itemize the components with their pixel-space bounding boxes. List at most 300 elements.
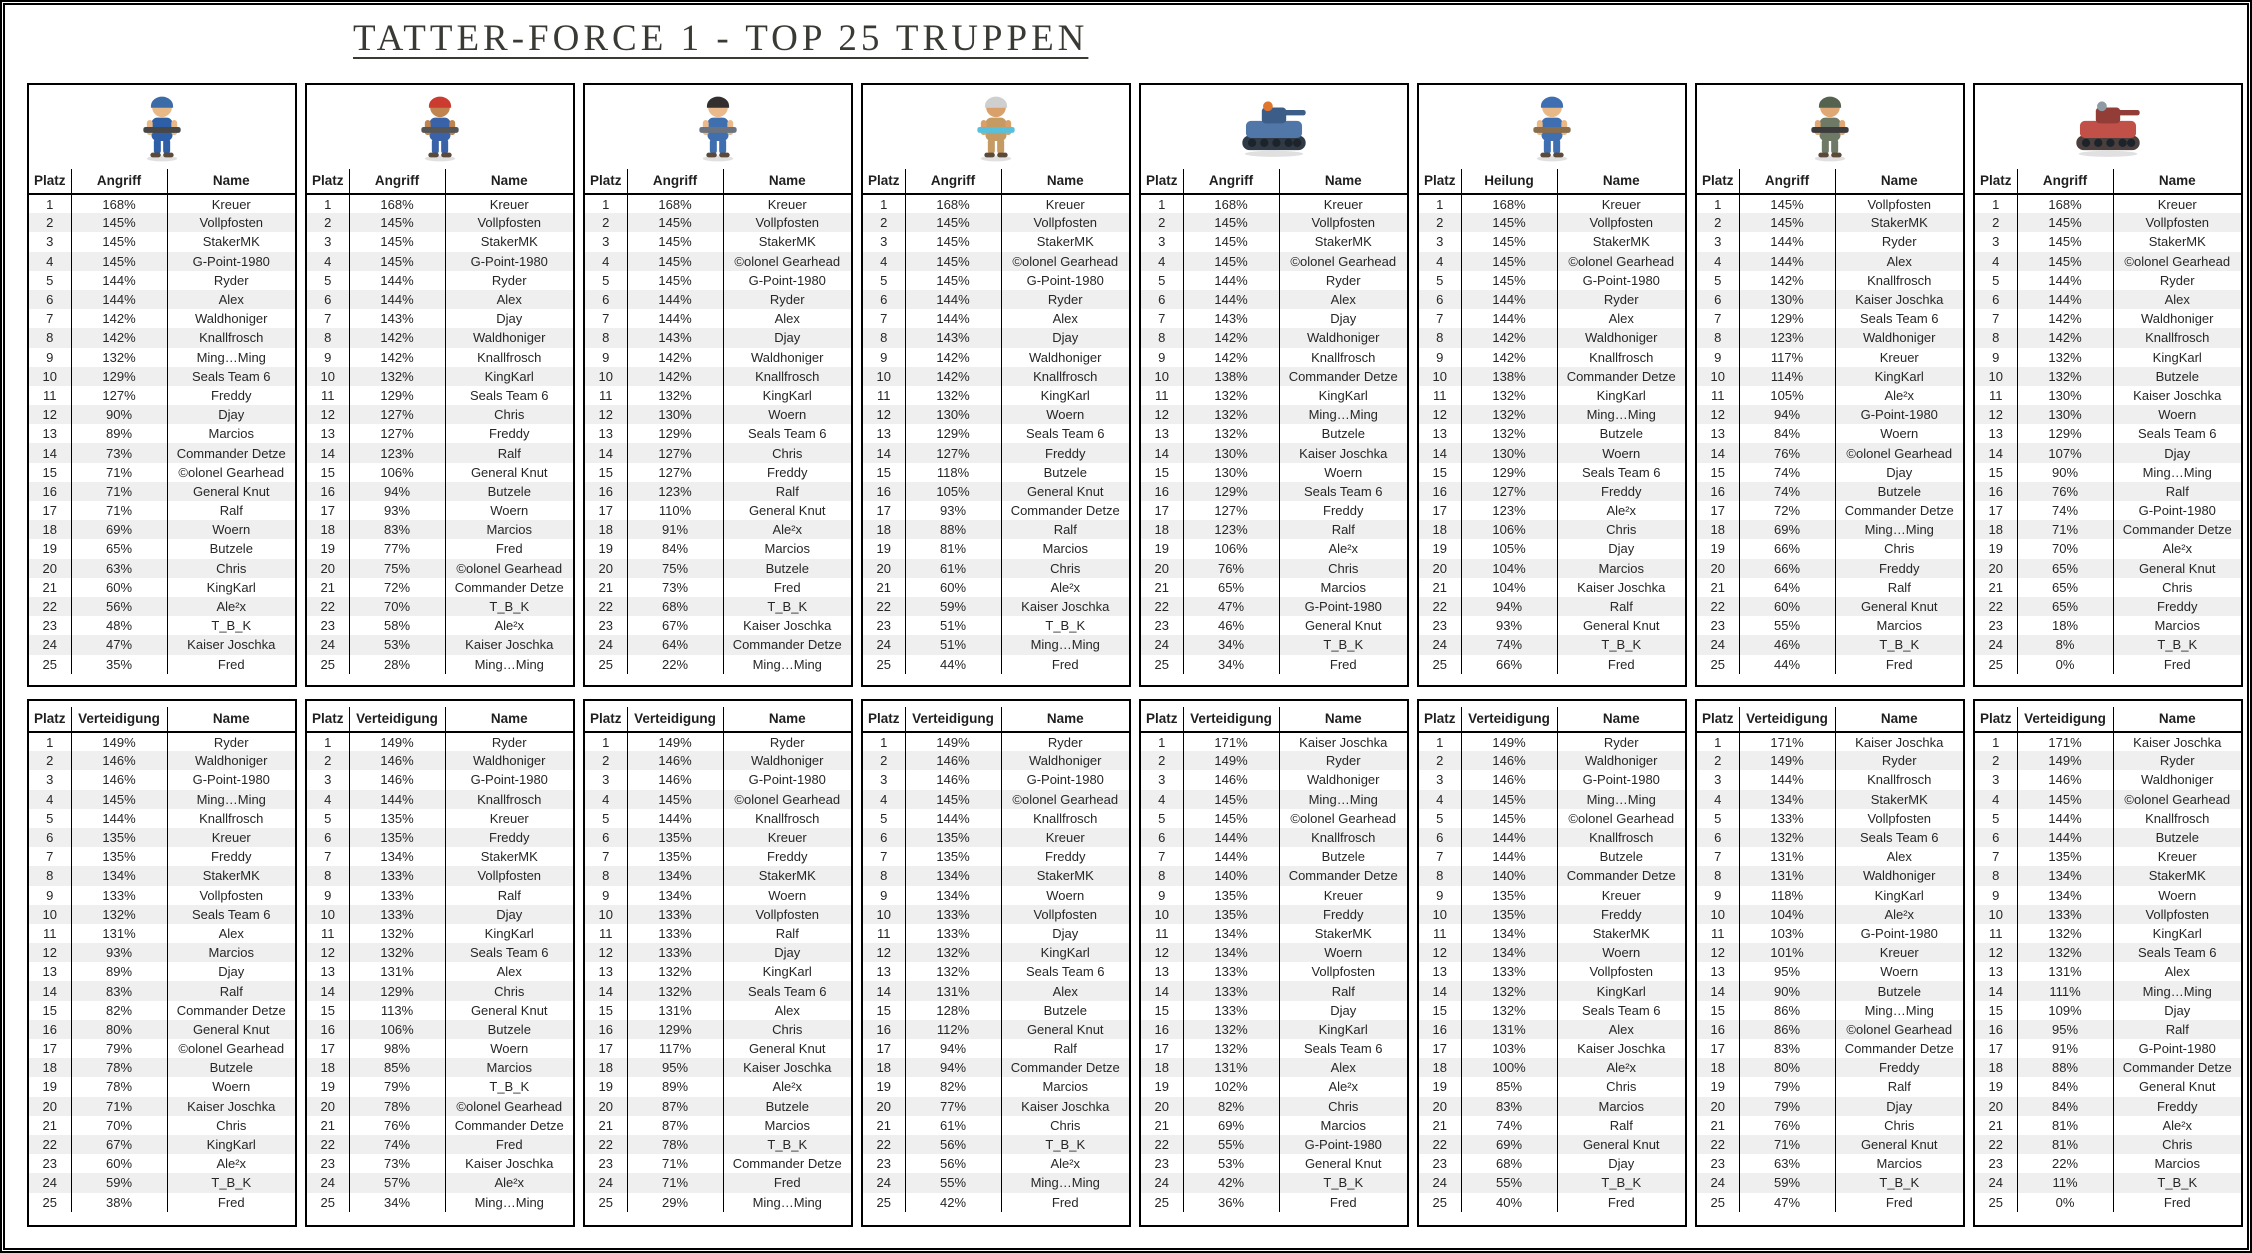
name-cell: Marcios: [208, 426, 254, 442]
value-cell: 123%: [1461, 501, 1557, 520]
value-cell: 47%: [1739, 1193, 1835, 1212]
name-cell: G-Point-1980: [1279, 1135, 1407, 1154]
rank-cell: 2: [307, 213, 349, 232]
table-row: [1975, 501, 2241, 520]
rank-cell: 7: [585, 847, 627, 866]
value-cell: 35%: [71, 655, 167, 674]
table-row: [1141, 252, 1407, 271]
person-figure: [690, 92, 746, 162]
name-cell: General Knut: [748, 503, 826, 519]
value-cell: 55%: [1739, 616, 1835, 635]
table-row: [307, 616, 573, 635]
value-cell: 103%: [1739, 924, 1835, 943]
value-cell: 65%: [2017, 559, 2113, 578]
name-cell: Freddy: [767, 464, 808, 480]
rank-cell: 2: [1141, 751, 1183, 770]
value-cell: 105%: [905, 482, 1001, 501]
name-cell: Vollpfosten: [1557, 213, 1685, 232]
value-cell: 106%: [1461, 520, 1557, 539]
value-cell: 91%: [2017, 1039, 2113, 1058]
rank-cell: 3: [1697, 232, 1739, 251]
defense-panel: [305, 699, 575, 1227]
name-cell: G-Point-1980: [1026, 272, 1104, 288]
table-row: [1419, 290, 1685, 309]
name-cell: Kaiser Joschka: [167, 635, 295, 654]
value-cell: 73%: [71, 443, 167, 462]
name-cell: StakerMK: [1036, 234, 1094, 250]
rank-cell: 25: [29, 1193, 71, 1212]
rank-cell: 4: [1697, 790, 1739, 809]
rank-cell: 4: [1419, 252, 1461, 271]
table-row: [307, 309, 573, 328]
value-cell: 76%: [349, 1116, 445, 1135]
name-cell: StakerMK: [2113, 866, 2241, 885]
name-cell: StakerMK: [1314, 234, 1372, 250]
rank-cell: 9: [1141, 886, 1183, 905]
value-cell: 70%: [2017, 539, 2113, 558]
value-cell: 94%: [905, 1039, 1001, 1058]
name-cell: Alex: [1279, 1058, 1407, 1077]
value-cell: 18%: [2017, 616, 2113, 635]
name-cell: T_B_K: [445, 597, 573, 616]
value-cell: 22%: [2017, 1154, 2113, 1173]
stat-header: Angriff: [71, 169, 167, 194]
value-cell: 107%: [2017, 443, 2113, 462]
table-row: [1697, 290, 1963, 309]
table-row: [1697, 213, 1963, 232]
value-cell: 133%: [1183, 962, 1279, 981]
value-cell: 47%: [1183, 597, 1279, 616]
name-cell: G-Point-1980: [748, 272, 826, 288]
value-cell: 93%: [71, 943, 167, 962]
table-row: [307, 1193, 573, 1212]
rank-cell: 4: [1975, 252, 2017, 271]
value-cell: 129%: [349, 981, 445, 1000]
name-cell: Seals Team 6: [747, 426, 827, 442]
name-cell: Waldhoniger: [1557, 328, 1685, 347]
value-cell: 59%: [1739, 1173, 1835, 1192]
rank-cell: 5: [1419, 809, 1461, 828]
table-row: [307, 578, 573, 597]
name-cell: Woern: [1880, 426, 1919, 442]
table-row: [29, 732, 295, 751]
name-cell: Ming…Ming: [167, 790, 295, 809]
table-row: [307, 847, 573, 866]
value-cell: 168%: [905, 194, 1001, 213]
value-cell: 171%: [1183, 732, 1279, 751]
value-cell: 67%: [71, 1135, 167, 1154]
table-row: [1697, 386, 1963, 405]
rank-cell: 22: [1975, 597, 2017, 616]
table-row: [585, 962, 851, 981]
rank-cell: 22: [29, 1135, 71, 1154]
rank-cell: 12: [1419, 943, 1461, 962]
rank-cell: 11: [1141, 386, 1183, 405]
value-cell: 143%: [349, 309, 445, 328]
name-cell: Ryder: [2113, 751, 2241, 770]
value-cell: 132%: [1461, 981, 1557, 1000]
table-row: [1141, 886, 1407, 905]
medic-icon: [1419, 85, 1685, 169]
rank-cell: 20: [1697, 1097, 1739, 1116]
table-row: [585, 943, 851, 962]
value-cell: 131%: [1461, 1020, 1557, 1039]
name-cell: Knallfrosch: [445, 790, 573, 809]
value-cell: 146%: [349, 751, 445, 770]
rank-cell: 20: [863, 1097, 905, 1116]
rank-cell: 15: [863, 1001, 905, 1020]
table-row: [1141, 847, 1407, 866]
rank-cell: 21: [1419, 578, 1461, 597]
table-row: [1141, 424, 1407, 443]
rank-cell: 1: [1697, 732, 1739, 751]
value-cell: 135%: [1183, 886, 1279, 905]
value-cell: 146%: [905, 770, 1001, 789]
table-row: [1975, 943, 2241, 962]
rank-cell: 14: [585, 443, 627, 462]
rank-cell: 6: [1975, 290, 2017, 309]
value-cell: 67%: [627, 616, 723, 635]
table-row: [1419, 424, 1685, 443]
table-header-row: [1975, 169, 2241, 194]
defense-ranking-table: [1419, 707, 1685, 1212]
name-cell: Ryder: [1557, 290, 1685, 309]
table-row: [1697, 770, 1963, 789]
name-cell: Commander Detze: [167, 443, 295, 462]
table-row: [1975, 559, 2241, 578]
table-row: [585, 597, 851, 616]
name-cell: Freddy: [445, 828, 573, 847]
zooka-icon: [585, 85, 851, 169]
value-cell: 44%: [1739, 655, 1835, 674]
table-row: [307, 886, 573, 905]
table-row: [585, 1077, 851, 1096]
troop-column: [1139, 83, 1409, 1227]
rank-cell: 6: [1697, 828, 1739, 847]
name-cell: Woern: [1046, 887, 1085, 903]
table-row: [863, 597, 1129, 616]
rank-cell: 4: [585, 790, 627, 809]
table-row: [863, 751, 1129, 770]
table-row: [863, 1001, 1129, 1020]
rank-cell: 4: [29, 790, 71, 809]
rank-cell: 23: [1975, 1154, 2017, 1173]
value-cell: 86%: [1739, 1020, 1835, 1039]
name-header: Name: [1279, 707, 1407, 732]
name-cell: Woern: [1279, 943, 1407, 962]
name-cell: Kaiser Joschka: [1279, 443, 1407, 462]
value-cell: 55%: [1461, 1173, 1557, 1192]
table-row: [29, 271, 295, 290]
name-cell: Ale²x: [167, 597, 295, 616]
table-row: [29, 655, 295, 674]
value-cell: 123%: [349, 443, 445, 462]
rifleman-icon: [29, 85, 295, 169]
table-row: [585, 463, 851, 482]
value-cell: 76%: [1739, 443, 1835, 462]
rank-cell: 9: [307, 348, 349, 367]
name-cell: Seals Team 6: [1279, 482, 1407, 501]
name-cell: StakerMK: [1314, 925, 1372, 941]
name-cell: Waldhoniger: [2140, 772, 2214, 788]
rank-cell: 18: [585, 520, 627, 539]
value-cell: 0%: [2017, 1193, 2113, 1212]
name-cell: General Knut: [1304, 618, 1382, 634]
stat-header: Verteidigung: [1183, 707, 1279, 732]
rank-cell: 14: [307, 981, 349, 1000]
value-cell: 133%: [905, 905, 1001, 924]
value-cell: 134%: [627, 866, 723, 885]
value-cell: 134%: [1183, 943, 1279, 962]
name-cell: Kaiser Joschka: [2133, 387, 2222, 403]
name-cell: Fred: [723, 1173, 851, 1192]
value-cell: 146%: [627, 770, 723, 789]
value-cell: 133%: [1461, 962, 1557, 981]
table-row: [1141, 539, 1407, 558]
table-row: [29, 463, 295, 482]
rank-cell: 11: [1419, 386, 1461, 405]
name-cell: ©olonel Gearhead: [723, 252, 851, 271]
name-cell: Knallfrosch: [1867, 772, 1932, 788]
rank-cell: 5: [1697, 271, 1739, 290]
name-cell: Butzele: [723, 559, 851, 578]
rank-cell: 1: [863, 732, 905, 751]
table-row: [585, 348, 851, 367]
rank-cell: 22: [1975, 1135, 2017, 1154]
name-cell: Djay: [1052, 925, 1079, 941]
table-row: [307, 924, 573, 943]
table-row: [1975, 1173, 2241, 1192]
value-cell: 94%: [1739, 405, 1835, 424]
name-cell: Waldhoniger: [1001, 751, 1129, 770]
value-cell: 133%: [627, 943, 723, 962]
rank-cell: 18: [863, 520, 905, 539]
rank-cell: 21: [585, 578, 627, 597]
troop-column: [27, 83, 297, 1227]
rank-cell: 17: [1419, 1039, 1461, 1058]
name-cell: Marcios: [1320, 579, 1366, 595]
table-row: [29, 213, 295, 232]
name-cell: Freddy: [2113, 1097, 2241, 1116]
table-row: [1975, 828, 2241, 847]
rank-cell: 24: [307, 1173, 349, 1192]
rank-cell: 3: [1975, 232, 2017, 251]
name-cell: Butzele: [1043, 464, 1087, 480]
rank-cell: 11: [863, 386, 905, 405]
rank-cell: 14: [1697, 981, 1739, 1000]
table-row: [1697, 1039, 1963, 1058]
value-cell: 94%: [905, 1058, 1001, 1077]
table-row: [1975, 309, 2241, 328]
rank-cell: 7: [863, 309, 905, 328]
name-cell: KingKarl: [1557, 981, 1685, 1000]
rank-cell: 1: [29, 732, 71, 751]
value-cell: 69%: [1461, 1135, 1557, 1154]
rank-cell: 25: [585, 1193, 627, 1212]
rank-cell: 13: [1419, 424, 1461, 443]
rank-cell: 23: [307, 616, 349, 635]
value-cell: 90%: [2017, 463, 2113, 482]
name-cell: Djay: [2164, 1002, 2191, 1018]
value-cell: 98%: [349, 1039, 445, 1058]
name-cell: Woern: [1557, 443, 1685, 462]
stat-header: Verteidigung: [1461, 707, 1557, 732]
name-cell: Knallfrosch: [1557, 828, 1685, 847]
name-cell: G-Point-1980: [470, 772, 548, 788]
rank-cell: 19: [1419, 539, 1461, 558]
table-row: [29, 1039, 295, 1058]
value-cell: 58%: [349, 616, 445, 635]
value-cell: 79%: [71, 1039, 167, 1058]
table-row: [1697, 328, 1963, 347]
name-cell: General Knut: [1835, 1135, 1963, 1154]
value-cell: 132%: [627, 386, 723, 405]
rank-cell: 20: [1697, 559, 1739, 578]
table-row: [1141, 1154, 1407, 1173]
table-row: [585, 405, 851, 424]
value-cell: 131%: [1739, 847, 1835, 866]
value-cell: 145%: [349, 213, 445, 232]
rank-header: Platz: [1419, 707, 1461, 732]
name-cell: Vollpfosten: [2113, 905, 2241, 924]
table-row: [307, 482, 573, 501]
name-cell: Marcios: [1320, 1117, 1366, 1133]
rank-cell: 17: [1975, 1039, 2017, 1058]
rank-cell: 12: [1697, 943, 1739, 962]
name-cell: Knallfrosch: [2145, 810, 2210, 826]
value-cell: 142%: [1739, 271, 1835, 290]
warrior-icon: [863, 85, 1129, 169]
value-cell: 145%: [1461, 252, 1557, 271]
table-row: [585, 1097, 851, 1116]
value-cell: 144%: [1183, 290, 1279, 309]
rank-cell: 24: [585, 1173, 627, 1192]
name-cell: Kreuer: [1045, 196, 1085, 212]
name-cell: Freddy: [1835, 559, 1963, 578]
table-row: [29, 828, 295, 847]
rank-cell: 19: [1141, 539, 1183, 558]
name-cell: Commander Detze: [1557, 367, 1685, 386]
table-row: [585, 309, 851, 328]
name-cell: Djay: [723, 943, 851, 962]
value-cell: 145%: [905, 232, 1001, 251]
table-row: [1141, 1039, 1407, 1058]
name-cell: Butzele: [1599, 426, 1643, 442]
table-row: [29, 386, 295, 405]
table-row: [585, 828, 851, 847]
value-cell: 83%: [1461, 1097, 1557, 1116]
name-cell: T_B_K: [2113, 635, 2241, 654]
value-cell: 144%: [2017, 809, 2113, 828]
rank-cell: 10: [863, 905, 905, 924]
table-row: [1141, 770, 1407, 789]
value-cell: 142%: [627, 367, 723, 386]
value-cell: 144%: [627, 290, 723, 309]
table-row: [1419, 1020, 1685, 1039]
value-cell: 133%: [349, 866, 445, 885]
name-cell: G-Point-1980: [1835, 405, 1963, 424]
value-cell: 72%: [349, 578, 445, 597]
rank-header: Platz: [1419, 169, 1461, 194]
name-cell: Ralf: [219, 503, 243, 519]
name-cell: Ming…Ming: [1001, 1173, 1129, 1192]
value-cell: 8%: [2017, 635, 2113, 654]
rank-cell: 19: [863, 1077, 905, 1096]
name-cell: Fred: [773, 579, 801, 595]
rank-cell: 22: [863, 1135, 905, 1154]
table-row: [1697, 943, 1963, 962]
table-row: [307, 905, 573, 924]
table-row: [1419, 559, 1685, 578]
value-cell: 144%: [349, 790, 445, 809]
tank-icon: [1141, 85, 1407, 169]
value-cell: 132%: [1461, 405, 1557, 424]
table-row: [585, 1154, 851, 1173]
value-cell: 131%: [627, 1001, 723, 1020]
name-cell: Seals Team 6: [723, 981, 851, 1000]
value-cell: 60%: [71, 578, 167, 597]
name-cell: Chris: [167, 559, 295, 578]
rank-cell: 11: [1141, 924, 1183, 943]
name-cell: Vollpfosten: [723, 905, 851, 924]
table-row: [863, 194, 1129, 213]
name-cell: Alex: [1835, 252, 1963, 271]
value-cell: 86%: [1739, 1001, 1835, 1020]
value-cell: 132%: [1183, 386, 1279, 405]
table-row: [29, 194, 295, 213]
table-header-row: [863, 707, 1129, 732]
table-row: [1419, 501, 1685, 520]
rank-cell: 25: [863, 655, 905, 674]
rank-cell: 6: [307, 290, 349, 309]
rank-cell: 6: [307, 828, 349, 847]
table-row: [1141, 290, 1407, 309]
name-cell: Fred: [217, 1194, 245, 1210]
value-cell: 63%: [71, 559, 167, 578]
value-cell: 145%: [1461, 790, 1557, 809]
value-cell: 95%: [627, 1058, 723, 1077]
rank-cell: 8: [1419, 866, 1461, 885]
name-cell: KingKarl: [2152, 925, 2202, 941]
name-cell: Ming…Ming: [196, 349, 266, 365]
value-cell: 145%: [1739, 213, 1835, 232]
name-cell: Kreuer: [489, 196, 529, 212]
attack-ranking-table: [1141, 169, 1407, 674]
table-row: [29, 790, 295, 809]
name-cell: Knallfrosch: [199, 810, 264, 826]
name-cell: Kaiser Joschka: [1577, 1041, 1666, 1057]
value-cell: 133%: [349, 886, 445, 905]
table-row: [307, 348, 573, 367]
rank-cell: 20: [1975, 559, 2017, 578]
name-cell: StakerMK: [723, 866, 851, 885]
name-cell: Knallfrosch: [2113, 328, 2241, 347]
name-cell: Waldhoniger: [1279, 328, 1407, 347]
rank-cell: 1: [1419, 194, 1461, 213]
value-cell: 131%: [905, 981, 1001, 1000]
value-cell: 56%: [905, 1154, 1001, 1173]
name-cell: Kreuer: [1879, 349, 1919, 365]
table-row: [29, 539, 295, 558]
value-cell: 94%: [1461, 597, 1557, 616]
rank-cell: 12: [1419, 405, 1461, 424]
table-row: [307, 732, 573, 751]
name-cell: KingKarl: [2152, 349, 2202, 365]
name-cell: Vollpfosten: [1589, 964, 1654, 980]
name-cell: Alex: [167, 290, 295, 309]
rank-cell: 5: [863, 271, 905, 290]
rank-cell: 20: [1141, 1097, 1183, 1116]
